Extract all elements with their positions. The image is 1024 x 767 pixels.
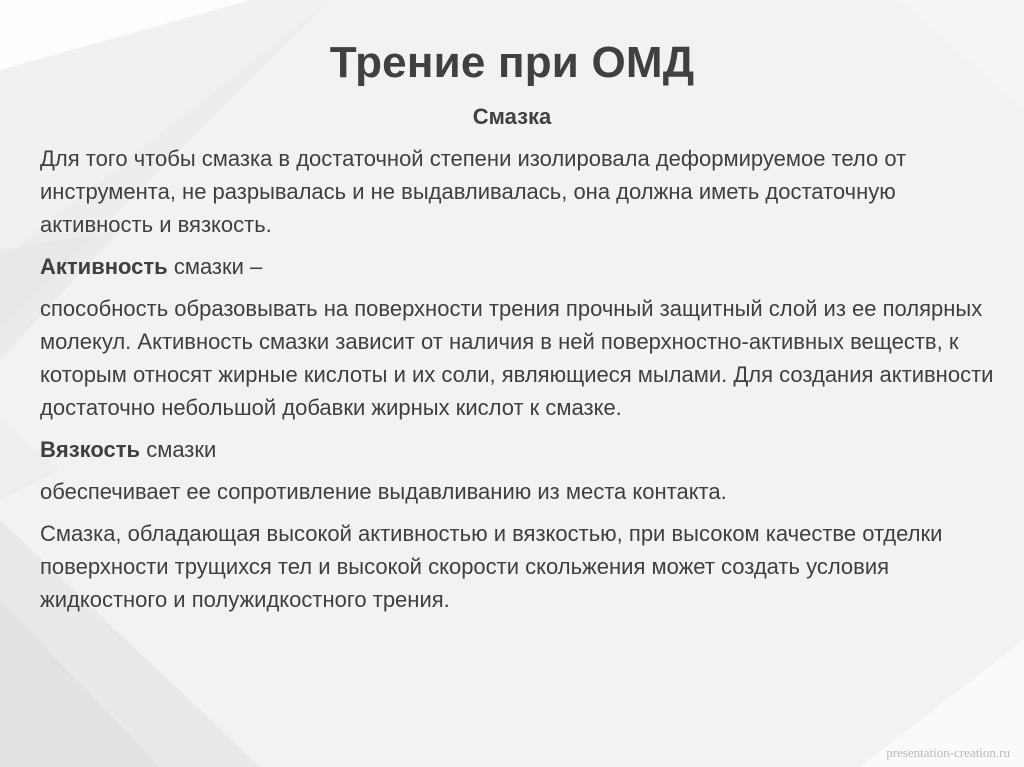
activity-heading-rest: смазки – [167, 254, 263, 279]
watermark: presentation-creation.ru [886, 745, 1010, 760]
paragraph-intro: Для того чтобы смазка в достаточной степени изолировала деформируемое тело от инструмента, не разрывалась и не выдавливалась, она должна иметь достаточную активность и вязкость. [40, 146, 907, 237]
slide-body [40, 142, 1000, 625]
viscosity-heading [40, 433, 1000, 466]
viscosity-heading-rest: смазки [140, 437, 217, 462]
viscosity-term: Вязкость [40, 437, 141, 462]
paragraph-viscosity: обеспечивает ее сопротивление выдавливанию из места контакта. [40, 479, 727, 504]
slide-title: Трение при ОМД [329, 38, 695, 87]
paragraph-conclusion: Смазка, обладающая высокой активностью и вязкостью, при высоком качестве отделки поверхности трущихся тел и высокой скорости скольжения может создать условия жидкостного и полужидкостного трения. [40, 521, 943, 612]
slide-subtitle: Смазка [472, 104, 552, 129]
activity-term: Активность [40, 254, 168, 279]
activity-heading [40, 250, 1000, 283]
paragraph-activity: способность образовывать на поверхности трения прочный защитный слой из ее полярных молекул. Активность смазки зависит от наличия в ней поверхностно-активных веществ, к которым относят жирные кислоты и их соли, являющиеся мылами. Для создания активности достаточно небольшой добавки жирных кислот к смазке. [40, 296, 994, 420]
